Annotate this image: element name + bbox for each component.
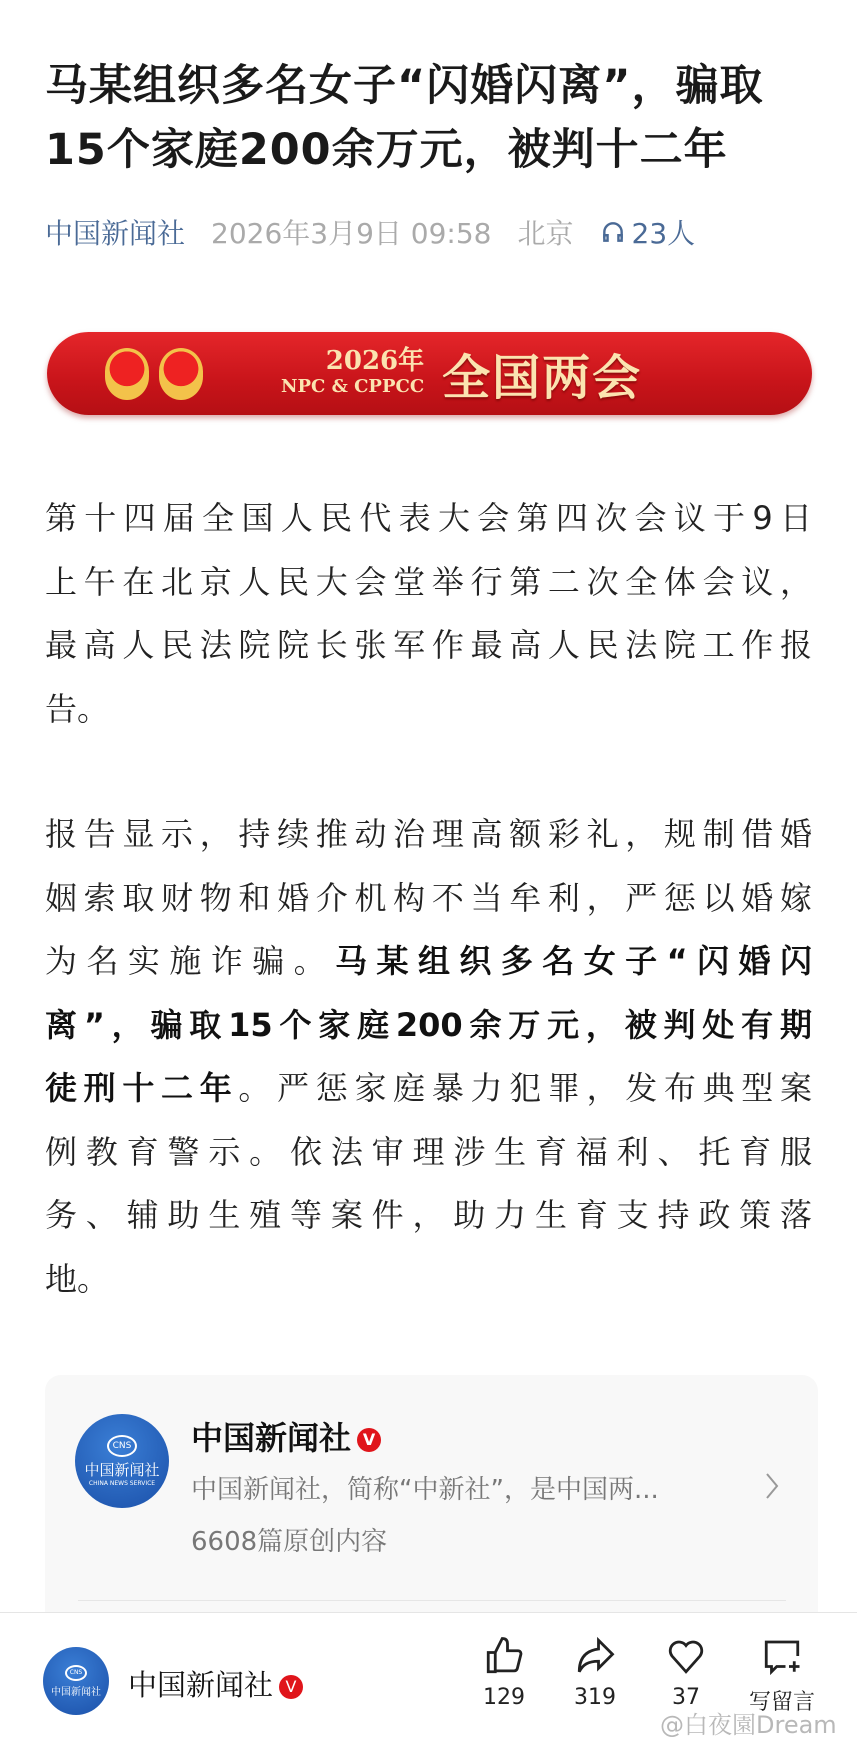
comment-add-icon	[761, 1635, 803, 1677]
npc-cppcc-banner[interactable]	[47, 332, 812, 415]
bottom-bar	[0, 1612, 857, 1738]
text-line	[45, 551, 812, 615]
source-link[interactable]: 中国新闻社	[45, 217, 186, 250]
share-icon	[574, 1635, 616, 1677]
bold-text: 离”，骗取15个家庭200余万元，被判处有期	[45, 1005, 812, 1044]
text: 。严惩家庭暴力犯罪，发布典型案	[238, 1069, 812, 1107]
article-title: 马某组织多名女子“闪婚闪离”，骗取15个家庭200余万元，被判十二年	[45, 61, 764, 175]
chevron-right-icon[interactable]	[763, 1471, 781, 1501]
text: 姻索取财物和婚介机构不当牟利，严惩以婚嫁	[45, 878, 812, 917]
bottom-publisher-name: 中国新闻社	[128, 1668, 274, 1702]
bottom-avatar[interactable]	[43, 1647, 109, 1715]
divider	[78, 1600, 786, 1601]
banner-title: 全国两会	[442, 350, 643, 406]
publisher-name: 中国新闻社	[191, 1419, 352, 1457]
text: 地。	[45, 1259, 110, 1298]
logo-cn: 中国新闻社	[51, 1686, 101, 1698]
bold-text: 徒刑十二年	[45, 1069, 239, 1107]
bottom-publisher[interactable]	[128, 1663, 303, 1704]
logo-en: CHINA NEWS SERVICE	[88, 1480, 156, 1487]
text-line	[45, 1121, 812, 1185]
article-meta	[45, 212, 695, 252]
cppcc-emblem-icon	[159, 348, 203, 400]
favorite-count: 37	[672, 1685, 700, 1710]
publish-datetime: 2026年3月9日 09:58	[211, 217, 492, 250]
banner-year: 2026年	[325, 345, 425, 376]
like-button[interactable]	[469, 1635, 539, 1710]
thumbs-up-icon	[483, 1635, 525, 1677]
banner-en: NPC & CPPCC	[281, 375, 425, 397]
text-line	[45, 678, 812, 742]
text-line	[45, 803, 812, 867]
text: 告。	[45, 689, 110, 728]
publisher-description: 中国新闻社，简称“中新社”，是中国两...	[191, 1475, 659, 1505]
paragraph-2	[45, 803, 812, 1311]
share-button[interactable]	[560, 1635, 630, 1710]
text-line	[45, 930, 812, 994]
listen-button[interactable]	[600, 212, 696, 252]
verified-badge-icon: V	[279, 1675, 303, 1699]
text-line	[45, 867, 812, 931]
text-line	[45, 1248, 812, 1312]
like-count: 129	[483, 1685, 525, 1710]
text-line	[45, 487, 812, 551]
headphones-icon	[600, 219, 626, 245]
text: 例教育警示。依法审理涉生育福利、托育服	[45, 1132, 812, 1171]
favorite-button[interactable]	[651, 1635, 721, 1710]
text-line	[45, 1057, 812, 1121]
text: 最高人民法院院长张军作最高人民法院工作报	[45, 626, 812, 664]
text: 务、辅助生殖等案件，助力生育支持政策落	[45, 1196, 812, 1234]
location: 北京	[517, 217, 574, 250]
watermark: @白夜園Dream	[660, 1711, 837, 1739]
comment-button[interactable]	[742, 1635, 822, 1716]
original-count: 6608篇原创内容	[191, 1527, 388, 1557]
text: 报告显示，持续推动治理高额彩礼，规制借婚	[45, 815, 812, 853]
heart-icon	[665, 1635, 707, 1677]
logo-abbr: CNS	[107, 1435, 137, 1457]
text: 为名实施诈骗。	[45, 942, 336, 980]
text-line	[45, 614, 812, 678]
text-line	[45, 994, 812, 1058]
text: 上午在北京人民大会堂举行第二次全体会议，	[45, 562, 812, 601]
verified-badge-icon: V	[357, 1428, 381, 1452]
bold-text: 马某组织多名女子“闪婚闪	[335, 942, 812, 980]
listener-count: 23人	[631, 217, 696, 250]
publisher-avatar	[75, 1414, 169, 1508]
national-emblem-icon	[105, 348, 149, 400]
share-count: 319	[574, 1685, 616, 1710]
logo-cn: 中国新闻社	[84, 1461, 160, 1479]
logo-abbr: CNS	[65, 1665, 87, 1681]
paragraph-1	[45, 487, 812, 741]
comment-label: 写留言	[748, 1690, 815, 1715]
publisher-name-row	[191, 1413, 381, 1459]
text-line	[45, 1184, 812, 1248]
text: 第十四届全国人民代表大会第四次会议于9日	[45, 499, 812, 537]
